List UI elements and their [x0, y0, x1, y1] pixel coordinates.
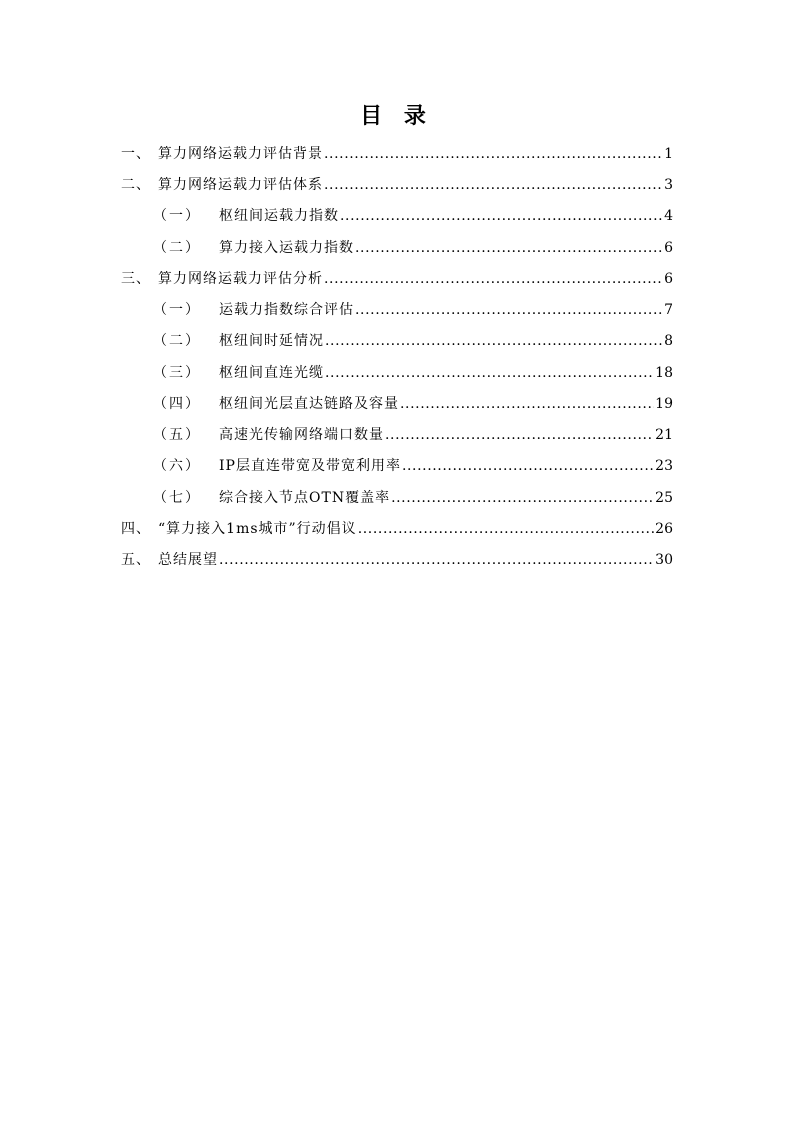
toc-entry-title: 运载力指数综合评估: [219, 302, 354, 318]
toc-entry-leader: [385, 424, 654, 446]
toc-entry-page: 1: [664, 146, 673, 162]
toc-entry-page: 6: [664, 240, 673, 256]
toc-entry-page: 21: [655, 427, 673, 443]
toc-entry-number: （六）: [153, 458, 201, 474]
toc-entry-leader: [325, 330, 663, 352]
toc-subentry[interactable]: [153, 237, 673, 259]
toc-entry-page: 6: [664, 271, 673, 287]
toc-entry-number: 一、: [121, 146, 151, 162]
toc-entry-leader: [324, 143, 663, 165]
toc-entry-title: IP层直连带宽及带宽利用率: [219, 458, 401, 474]
toc-subentry[interactable]: [153, 487, 673, 509]
toc-entry-number: 五、: [121, 552, 151, 568]
toc-entry-page: 4: [664, 208, 673, 224]
toc-entry[interactable]: [121, 549, 673, 571]
toc-entry-title: 算力网络运载力评估体系: [158, 177, 323, 193]
toc-entry-page: 19: [655, 396, 673, 412]
toc-entry-leader: [355, 237, 663, 259]
toc-entry-page: 30: [655, 552, 673, 568]
toc-entry-page: 18: [655, 365, 673, 381]
toc-subentry[interactable]: [153, 362, 673, 384]
toc-entry-page: 26: [655, 521, 673, 537]
toc-title: 目 录: [360, 104, 433, 129]
toc-entry-leader: [391, 487, 654, 509]
toc-entry-leader: [219, 549, 654, 571]
toc-entry-page: 8: [664, 333, 673, 349]
toc-entry-number: （一）: [153, 208, 201, 224]
toc-entry-page: 3: [664, 177, 673, 193]
toc-entry-leader: [340, 205, 663, 227]
toc-entry-title: 枢纽间时延情况: [219, 333, 324, 349]
toc-entry-number: 三、: [121, 271, 151, 287]
toc-entry-leader: [324, 174, 663, 196]
toc-entry-number: 二、: [121, 177, 151, 193]
toc-entry-title: 高速光传输网络端口数量: [219, 427, 384, 443]
toc-entry-leader: [324, 268, 663, 290]
toc-entry-title: 枢纽间光层直达链路及容量: [219, 396, 399, 412]
toc-entry-page: 25: [655, 490, 673, 506]
toc-entry-leader: [400, 393, 654, 415]
toc-entry-leader: [358, 518, 654, 540]
toc-entry-number: （一）: [153, 302, 201, 318]
toc-entry-leader: [402, 455, 654, 477]
toc-entry-page: 23: [655, 458, 673, 474]
toc-entry-leader: [355, 299, 663, 321]
toc-entry-page: 7: [664, 302, 673, 318]
toc-entry-title: 总结展望: [158, 552, 218, 568]
toc-subentry[interactable]: [153, 205, 673, 227]
toc-entry-title: 算力网络运载力评估分析: [158, 271, 323, 287]
toc-subentry[interactable]: [153, 424, 673, 446]
toc-entry[interactable]: [121, 143, 673, 165]
toc-subentry[interactable]: [153, 393, 673, 415]
toc-entry[interactable]: [121, 518, 673, 540]
toc-entry-title: 枢纽间直连光缆: [219, 365, 324, 381]
toc-entry-number: （五）: [153, 427, 201, 443]
toc-subentry[interactable]: [153, 455, 673, 477]
toc-entry-number: （七）: [153, 490, 201, 506]
toc-entry[interactable]: [121, 268, 673, 290]
toc-entry-number: （二）: [153, 333, 201, 349]
toc-subentry[interactable]: [153, 299, 673, 321]
toc-entry-title: 算力网络运载力评估背景: [158, 146, 323, 162]
toc-subentry[interactable]: [153, 330, 673, 352]
toc-entry-number: （二）: [153, 240, 201, 256]
toc-entry-number: （四）: [153, 396, 201, 412]
toc-entry[interactable]: [121, 174, 673, 196]
toc-entry-title: “算力接入1ms城市”行动倡议: [158, 521, 357, 537]
toc-entry-number: 四、: [121, 521, 151, 537]
toc-entry-leader: [325, 362, 654, 384]
toc-entry-title: 枢纽间运载力指数: [219, 208, 339, 224]
toc-entry-title: 算力接入运载力指数: [219, 240, 354, 256]
toc-entry-title: 综合接入节点OTN覆盖率: [219, 490, 391, 506]
toc-entry-number: （三）: [153, 365, 201, 381]
